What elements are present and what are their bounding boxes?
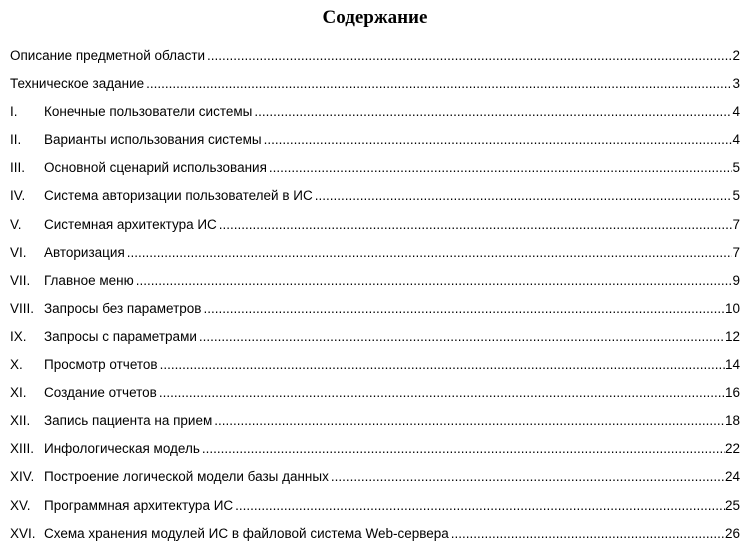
toc-entry — [10, 126, 740, 154]
toc-entry-page: 3 — [732, 76, 740, 92]
toc-entry-page: 18 — [724, 413, 740, 429]
toc-entry-numeral: X. — [10, 357, 23, 373]
toc-entry — [10, 379, 740, 407]
toc-entry — [10, 435, 740, 463]
toc-entry-label: Инфологическая модель — [44, 441, 200, 457]
toc-entry-label: Запросы с параметрами — [44, 328, 197, 344]
dot-leader — [136, 267, 733, 295]
toc-entry — [10, 98, 740, 126]
dot-leader — [254, 98, 732, 126]
toc-entry-page: 9 — [732, 272, 740, 288]
toc-entry-numeral: XIII. — [10, 441, 35, 457]
toc-entry-label: Конечные пользователи системы — [44, 104, 253, 120]
dot-leader — [159, 379, 725, 407]
toc-entry — [10, 463, 740, 491]
toc-entry-numeral: XV. — [10, 497, 31, 513]
dot-leader — [269, 154, 733, 182]
toc-entry-page: 5 — [732, 188, 740, 204]
toc-entry-numeral: III. — [10, 160, 26, 176]
toc-entry — [10, 239, 740, 267]
toc-entry-numeral: VII. — [10, 272, 31, 288]
toc-entry-numeral: XIV. — [10, 469, 35, 485]
dot-leader — [127, 239, 733, 267]
toc-entry-numeral: XVI. — [10, 525, 36, 541]
toc-entry-label: Авторизация — [44, 244, 125, 260]
toc-entry-label: Построение логической модели базы данных — [44, 469, 329, 485]
toc-entry-page: 7 — [732, 244, 740, 260]
toc-entry-page: 25 — [724, 497, 740, 513]
toc-entry-label: Главное меню — [44, 272, 134, 288]
toc-entry-label: Система авторизации пользователей в ИС — [44, 188, 313, 204]
toc-entry-page: 7 — [732, 216, 740, 232]
toc-entry-label: Системная архитектура ИС — [44, 216, 217, 232]
toc-entry-page: 14 — [724, 357, 740, 373]
toc-entry-page: 10 — [724, 300, 740, 316]
toc-entry-page: 24 — [724, 469, 740, 485]
toc-entry-page: 4 — [732, 104, 740, 120]
dot-leader — [235, 492, 725, 520]
toc-entry-numeral: IX. — [10, 328, 27, 344]
toc-entry — [10, 351, 740, 379]
toc-entry-page: 4 — [732, 132, 740, 148]
toc-entry-numeral: II. — [10, 132, 22, 148]
toc-entry-label: Программная архитектура ИС — [44, 497, 234, 513]
toc-entry — [10, 407, 740, 435]
toc-entry — [10, 182, 740, 210]
dot-leader — [202, 435, 725, 463]
toc-entry — [10, 70, 740, 98]
toc-entry-label: Запросы без параметров — [44, 300, 202, 316]
toc-entry-numeral: XI. — [10, 385, 27, 401]
dot-leader — [214, 407, 725, 435]
toc-entry-label: Схема хранения модулей ИС в файловой система Web-сервера — [44, 525, 449, 541]
toc-entry-label: Техническое задание — [10, 76, 145, 92]
toc-entry-numeral: IV. — [10, 188, 26, 204]
toc-entry — [10, 154, 740, 182]
toc-entry — [10, 295, 740, 323]
toc-entry-numeral: V. — [10, 216, 22, 232]
page-title: Содержание — [322, 7, 428, 28]
dot-leader — [207, 42, 732, 70]
dot-leader — [203, 295, 724, 323]
dot-leader — [146, 70, 732, 98]
dot-leader — [331, 463, 725, 491]
toc-entry-page: 12 — [724, 328, 740, 344]
toc-entry-numeral: VIII. — [10, 300, 35, 316]
toc-entry — [10, 323, 740, 351]
toc-entry-page: 26 — [724, 525, 740, 541]
dot-leader — [160, 351, 725, 379]
table-of-contents — [10, 42, 740, 548]
toc-entry-label: Запись пациента на прием — [44, 413, 213, 429]
toc-entry-label: Основной сценарий использования — [44, 160, 267, 176]
toc-entry-page: 5 — [732, 160, 740, 176]
dot-leader — [451, 520, 725, 548]
toc-entry-label: Описание предметной области — [10, 48, 206, 63]
dot-leader — [264, 126, 733, 154]
toc-entry-numeral: XII. — [10, 413, 31, 429]
toc-entry — [10, 211, 740, 239]
dot-leader — [199, 323, 725, 351]
dot-leader — [315, 182, 733, 210]
toc-entry-label: Просмотр отчетов — [44, 357, 158, 373]
toc-entry-page: 22 — [724, 441, 740, 457]
toc-entry — [10, 492, 740, 520]
toc-entry-numeral: I. — [10, 104, 18, 120]
toc-entry — [10, 520, 740, 548]
document-page — [0, 6, 750, 554]
toc-entry-page: 16 — [724, 385, 740, 401]
toc-entry — [10, 267, 740, 295]
toc-entry-label: Создание отчетов — [44, 385, 157, 401]
toc-entry-numeral: VI. — [10, 244, 27, 260]
toc-entry-page: 2 — [732, 48, 740, 63]
toc-entry-label: Варианты использования системы — [44, 132, 262, 148]
dot-leader — [219, 211, 733, 239]
toc-entry — [10, 42, 740, 70]
